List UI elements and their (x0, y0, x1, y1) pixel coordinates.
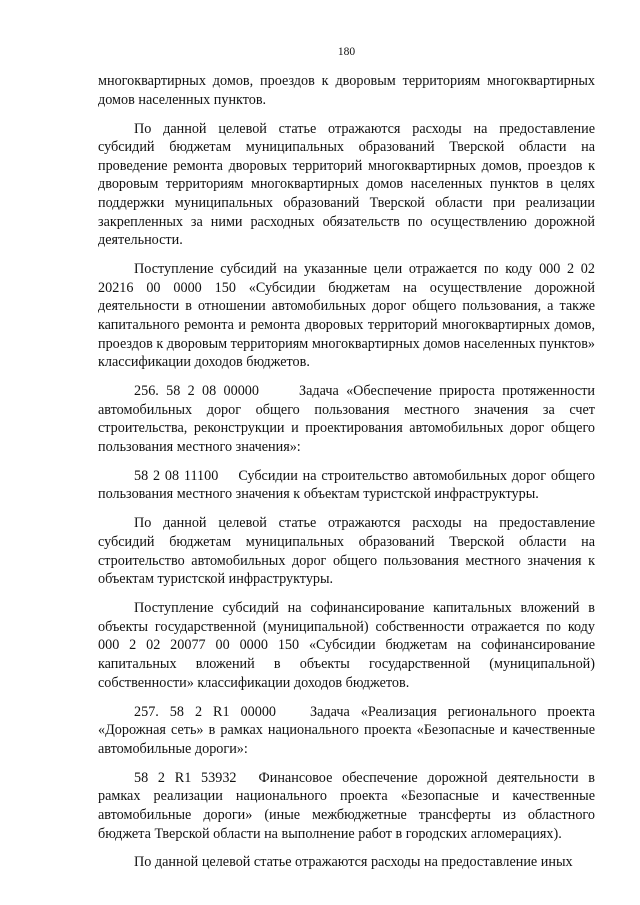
paragraph-6 (98, 514, 595, 588)
paragraph-text: Финансовое обеспечение дорожной деятельности в рамках реализации национального проекта «Безопасные и качественные автомобильные дороги» (иные межбюджетные трансферты из областного бюджета Тверской области на выполнение работ в городских агломерациях). (98, 769, 595, 842)
budget-code: 58 2 08 11100 (134, 467, 219, 484)
paragraph-text: По данной целевой статье отражаются расходы на предоставление субсидий бюджетам муниципальных образований Тверской области на строительство автомобильных дорог общего пользования местного значения к объектам туристской инфраструктуры. (98, 515, 595, 588)
paragraph-8 (98, 703, 595, 759)
document-body (98, 72, 595, 882)
paragraph-4 (98, 382, 595, 456)
budget-code: 256. 58 2 08 00000 (134, 383, 259, 400)
paragraph-text: Задача «Обеспечение прироста протяженности автомобильных дорог общего пользования местного значения за счет строительства, реконструкции и проектирования автомобильных дорог общего пользования местного значения»: (98, 383, 596, 455)
paragraph-9 (98, 769, 595, 843)
paragraph-text: По данной целевой статье отражаются расходы на предоставление субсидий бюджетам муниципальных образований Тверской области на проведение ремонта дворовых территорий многоквартирных домов, проездов к дворовым территориям многоквартирных домов населенных пунктов в целях поддержки муниципальных образований Тверской области при реализации закрепленных за ними расходных обязательств по осуществлению дорожной деятельности. (98, 120, 595, 249)
paragraph-10 (98, 853, 595, 872)
budget-code: 58 2 R1 53932 (134, 769, 237, 786)
paragraph-text: многоквартирных домов, проездов к дворовым территориям многоквартирных домов населенных пунктов. (98, 73, 595, 108)
paragraph-text: Субсидии на строительство автомобильных дорог общего пользования местного значения к объектам туристской инфраструктуры. (98, 467, 595, 503)
paragraph-text: Задача «Реализация регионального проекта «Дорожная сеть» в рамках национального проекта «Безопасные и качественные автомобильные дороги»: (98, 703, 596, 757)
page-number: 180 (337, 46, 356, 58)
budget-code: 257. 58 2 R1 00000 (134, 703, 277, 720)
paragraph-7 (98, 599, 595, 692)
paragraph-3 (98, 260, 595, 372)
paragraph-1 (98, 72, 595, 109)
paragraph-text: Поступление субсидий на софинансирование капитальных вложений в объекты государственной (муниципальной) собственности отражается по коду 000 2 02 20077 00 0000 150 «Субсидии бюджетам на софинансирование капитальных вложений в объекты государственной (муниципальной) собственности» классификации доходов бюджетов. (98, 600, 595, 691)
paragraph-text: По данной целевой статье отражаются расходы на предоставление иных (134, 854, 573, 871)
paragraph-2 (98, 120, 595, 250)
paragraph-text: Поступление субсидий на указанные цели отражается по коду 000 2 02 20216 00 0000 150 «Субсидии бюджетам на осуществление дорожной деятельности в отношении автомобильных дорог общего пользования, а также капитального ремонта и ремонта дворовых территорий многоквартирных домов, проездов к дворовым территориям многоквартирных домов населенных пунктов» классификации доходов бюджетов. (98, 261, 595, 371)
paragraph-5 (98, 467, 595, 504)
